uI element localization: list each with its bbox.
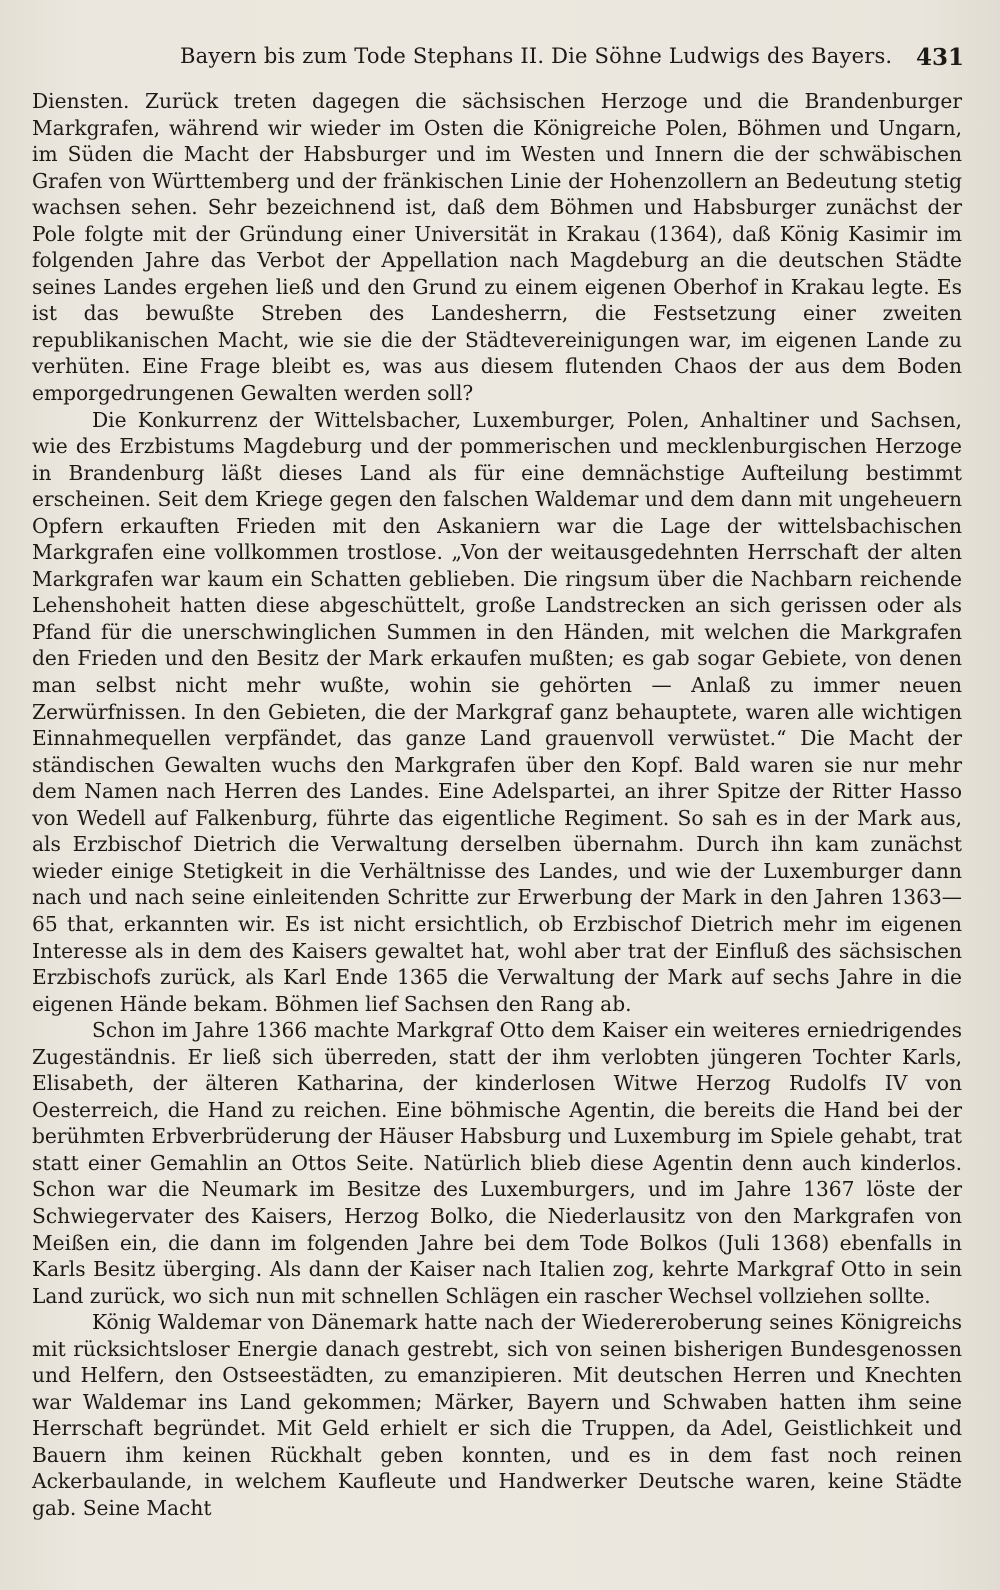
page-header <box>30 38 970 78</box>
body-text <box>32 88 962 1522</box>
page-number: 431 <box>915 44 964 71</box>
running-head: Bayern bis zum Tode Stephans II. Die Söhne Ludwigs des Bayers. <box>180 44 893 68</box>
paragraph: Schon im Jahre 1366 machte Markgraf Otto dem Kaiser ein weiteres erniedrigendes Zugeständnis. Er ließ sich überreden, statt der ihm verlobten jüngeren Tochter Karls, Elisabeth, der älteren Katharina, der kinderlosen Witwe Herzog Rudolfs IV von Oesterreich, die Hand zu reichen. Eine böhmische Agentin, die bereits die Hand bei der berühmten Erbverbrüderung der Häuser Habsburg und Luxemburg im Spiele gehabt, trat statt einer Gemahlin an Ottos Seite. Natürlich blieb diese Agentin denn auch kinderlos. Schon war die Neumark im Besitze des Luxemburgers, und im Jahre 1367 löste der Schwiegervater des Kaisers, Herzog Bolko, die Niederlausitz von den Markgrafen von Meißen ein, die dann im folgenden Jahre bei dem Tode Bolkos (Juli 1368) ebenfalls in Karls Besitz überging. Als dann der Kaiser nach Italien zog, kehrte Markgraf Otto in sein Land zurück, wo sich nun mit schnellen Schlägen ein rascher Wechsel vollziehen sollte. <box>32 1018 962 1308</box>
paragraph: Diensten. Zurück treten dagegen die sächsischen Herzoge und die Brandenburger Markgrafen, während wir wieder im Osten die Königreiche Polen, Böhmen und Ungarn, im Süden die Macht der Habsburger und im Westen und Innern die der schwäbischen Grafen von Württemberg und der fränkischen Linie der Hohenzollern an Bedeutung stetig wachsen sehen. Sehr bezeichnend ist, daß dem Böhmen und Habsburger zunächst der Pole folgte mit der Gründung einer Universität in Krakau (1364), daß König Kasimir im folgenden Jahre das Verbot der Appellation nach Magdeburg an die deutschen Städte seines Landes ergehen ließ und den Grund zu einem eigenen Oberhof in Krakau legte. Es ist das bewußte Streben des Landesherrn, die Festsetzung einer zweiten republikanischen Macht, wie sie die der Städtevereinigungen war, im eigenen Lande zu verhüten. Eine Frage bleibt es, was aus diesem flutenden Chaos der aus dem Boden emporgedrungenen Gewalten werden soll? <box>32 89 962 406</box>
paragraph: Die Konkurrenz der Wittelsbacher, Luxemburger, Polen, Anhaltiner und Sachsen, wie des Erzbistums Magdeburg und der pommerischen und mecklenburgischen Herzoge in Brandenburg läßt dieses Land als für eine demnächstige Aufteilung bestimmt erscheinen. Seit dem Kriege gegen den falschen Waldemar und dem dann mit ungeheuern Opfern erkauften Frieden mit den Askaniern war die Lage der wittelsbachischen Markgrafen eine vollkommen trostlose. „Von der weitausgedehnten Herrschaft der alten Markgrafen war kaum ein Schatten geblieben. Die ringsum über die Nachbarn reichende Lehenshoheit hatten diese abgeschüttelt, große Landstrecken an sich gerissen oder als Pfand für die unerschwinglichen Summen in den Händen, mit welchen die Markgrafen den Frieden und den Besitz der Mark erkaufen mußten; es gab sogar Gebiete, von denen man selbst nicht mehr wußte, wohin sie gehörten — Anlaß zu immer neuen Zerwürfnissen. In den Gebieten, die der Markgraf ganz behauptete, waren alle wichtigen Einnahmequellen verpfändet, das ganze Land grauenvoll verwüstet.“ Die Macht der ständischen Gewalten wuchs den Markgrafen über den Kopf. Bald waren sie nur mehr dem Namen nach Herren des Landes. Eine Adelspartei, an ihrer Spitze der Ritter Hasso von Wedell auf Falkenburg, führte das eigentliche Regiment. So sah es in der Mark aus, als Erzbischof Dietrich die Verwaltung derselben übernahm. Durch ihn kam zunächst wieder einige Stetigkeit in die Verhältnisse des Landes, und wie der Luxemburger dann nach und nach seine einleitenden Schritte zur Erwerbung der Mark in den Jahren 1363—65 that, erkannten wir. Es ist nicht ersichtlich, ob Erzbischof Dietrich mehr im eigenen Interesse als in dem des Kaisers gewaltet hat, wohl aber trat der Einfluß des sächsischen Erzbischofs zurück, als Karl Ende 1365 die Verwaltung der Mark auf sechs Jahre in die eigenen Hände bekam. Böhmen lief Sachsen den Rang ab. <box>32 407 962 1016</box>
paragraph: König Waldemar von Dänemark hatte nach der Wiedereroberung seines Königreichs mit rücksichtsloser Energie danach gestrebt, sich von seinen bisherigen Bundesgenossen und Helfern, den Ostseestädten, zu emanzipieren. Mit deutschen Herren und Knechten war Waldemar ins Land gekommen; Märker, Bayern und Schwaben hatten ihm seine Herrschaft begründet. Mit Geld erhielt er sich die Truppen, da Adel, Geistlichkeit und Bauern ihm keinen Rückhalt geben konnten, und es in dem fast noch reinen Ackerbaulande, in welchem Kaufleute und Handwerker Deutsche waren, keine Städte gab. Seine Macht <box>32 1310 962 1520</box>
